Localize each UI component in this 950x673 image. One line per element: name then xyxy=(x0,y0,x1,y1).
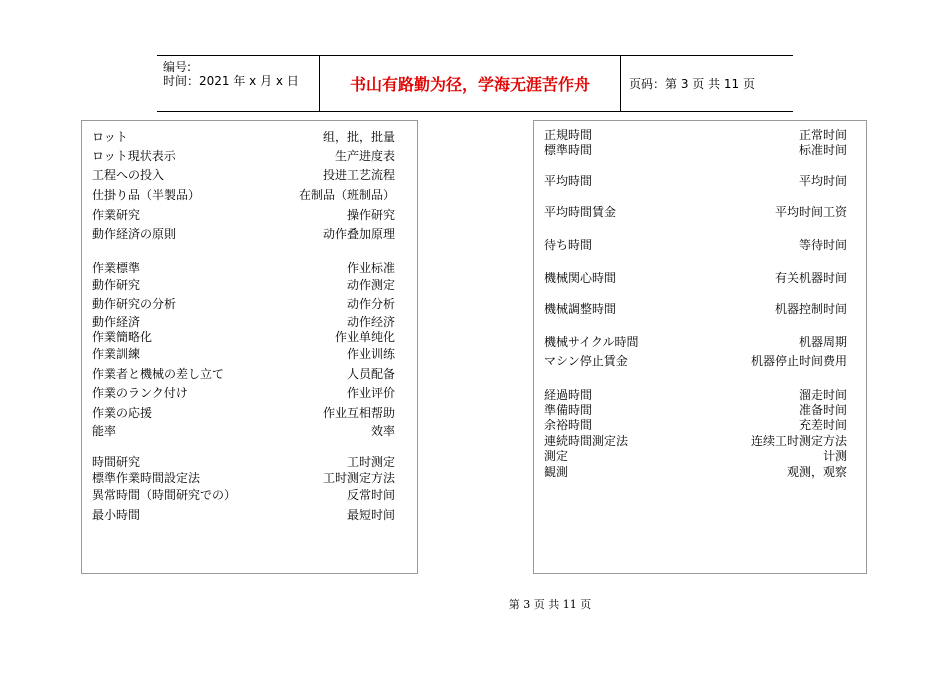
term-cn: 组，批，批量 xyxy=(322,130,395,144)
term-jp: 作業研究 xyxy=(92,208,141,222)
term-jp: 準備時間 xyxy=(544,403,593,417)
term-row xyxy=(82,260,417,276)
term-cn: 动作叠加原理 xyxy=(322,227,395,241)
term-row xyxy=(82,167,417,183)
term-jp: 経過時間 xyxy=(544,388,593,402)
term-row xyxy=(534,402,866,418)
term-cn: 机器停止时间费用 xyxy=(750,354,847,368)
term-row xyxy=(534,301,866,317)
term-cn: 人员配备 xyxy=(346,367,395,381)
term-jp: 平均時間賃金 xyxy=(544,205,617,219)
term-jp: 測定 xyxy=(544,449,569,463)
term-cn: 有关机器时间 xyxy=(774,271,847,285)
term-cn: 投进工艺流程 xyxy=(322,168,395,182)
term-cn: 溜走时间 xyxy=(798,388,847,402)
term-cn: 作业训练 xyxy=(346,347,395,361)
term-row xyxy=(82,129,417,145)
term-cn: 充差时间 xyxy=(798,418,847,432)
term-cn: 作业单纯化 xyxy=(334,330,395,344)
term-cn: 观测，观察 xyxy=(786,465,847,479)
footer-page-number: 第 3 页 共 11 页 xyxy=(508,598,592,611)
term-jp: マシン停止賃金 xyxy=(544,354,628,368)
term-cn: 反常时间 xyxy=(346,488,395,502)
term-jp: 時間研究 xyxy=(92,455,141,469)
term-row xyxy=(534,334,866,350)
term-row xyxy=(534,448,866,464)
term-row xyxy=(534,237,866,253)
term-jp: 機械サイクル時間 xyxy=(544,335,639,349)
term-jp: 動作研究 xyxy=(92,278,141,292)
header-meta xyxy=(157,56,320,111)
term-jp: 工程への投入 xyxy=(92,168,165,182)
term-jp: 連続時間測定法 xyxy=(544,434,629,448)
term-jp: 標準作業時間設定法 xyxy=(92,471,201,485)
term-jp: 平均時間 xyxy=(544,174,593,188)
term-cn: 在制品（班制品） xyxy=(298,188,395,202)
term-row xyxy=(534,353,866,369)
term-row xyxy=(82,366,417,382)
term-cn: 连续工时测定方法 xyxy=(750,434,847,448)
term-cn: 作业互相帮助 xyxy=(322,406,395,420)
term-row xyxy=(82,187,417,203)
term-jp: 待ち時間 xyxy=(544,238,593,252)
term-jp: ロット現状表示 xyxy=(92,149,176,163)
term-row xyxy=(82,405,417,421)
term-row xyxy=(82,207,417,223)
term-jp: 異常時間（時間研究での） xyxy=(92,488,237,502)
term-cn: 平均时间 xyxy=(798,174,847,188)
term-cn: 平均时间工资 xyxy=(774,205,847,219)
header-motto: 书山有路勤为径，学海无涯苦作舟 xyxy=(320,56,621,111)
term-row xyxy=(82,487,417,503)
term-jp: 仕掛り品（半製品） xyxy=(92,188,201,202)
term-jp: 動作経済の原則 xyxy=(92,227,177,241)
header-page-info: 页码：第 3 页 共 11 页 xyxy=(629,77,755,91)
term-cn: 机器控制时间 xyxy=(774,302,847,316)
term-jp: 作業者と機械の差し立て xyxy=(92,367,225,381)
term-cn: 动作经济 xyxy=(346,315,395,329)
term-jp: 正規時間 xyxy=(544,128,593,142)
term-row xyxy=(534,142,866,158)
term-row xyxy=(534,204,866,220)
term-row xyxy=(82,385,417,401)
term-cn: 效率 xyxy=(370,424,395,438)
term-jp: 作業のランク付け xyxy=(92,386,188,400)
term-cn: 操作研究 xyxy=(346,208,395,222)
term-row xyxy=(82,277,417,293)
time-label: 时间：2021 年 x 月 x 日 xyxy=(163,74,299,88)
term-cn: 生产进度表 xyxy=(334,149,395,163)
term-cn: 标准时间 xyxy=(798,143,847,157)
term-cn: 机器周期 xyxy=(798,335,847,349)
term-row xyxy=(534,270,866,286)
term-jp: 作業訓練 xyxy=(92,347,141,361)
term-row xyxy=(82,423,417,439)
term-jp: 作業簡略化 xyxy=(92,330,153,344)
term-jp: 標準時間 xyxy=(544,143,593,157)
term-cn: 工时测定 xyxy=(346,455,395,469)
term-row xyxy=(82,346,417,362)
term-row xyxy=(534,433,866,449)
page-footer xyxy=(0,596,950,612)
term-cn: 计测 xyxy=(822,449,847,463)
term-row xyxy=(82,470,417,486)
term-row xyxy=(534,173,866,189)
term-cn: 准备时间 xyxy=(798,403,847,417)
term-jp: 動作経済 xyxy=(92,315,141,329)
term-row xyxy=(534,127,866,143)
term-jp: 作業の応援 xyxy=(92,406,153,420)
term-cn: 作业标准 xyxy=(346,261,395,275)
term-jp: 作業標準 xyxy=(92,261,141,275)
term-jp: 余裕時間 xyxy=(544,418,593,432)
term-row xyxy=(82,329,417,345)
term-row xyxy=(534,387,866,403)
number-label: 编号: xyxy=(163,60,192,74)
term-cn: 最短时间 xyxy=(346,508,395,522)
left-term-panel xyxy=(81,120,418,574)
term-jp: 最小時間 xyxy=(92,508,141,522)
term-jp: 動作研究の分析 xyxy=(92,297,177,311)
term-cn: 等待时间 xyxy=(798,238,847,252)
page-header xyxy=(157,55,793,112)
term-cn: 动作分析 xyxy=(346,297,395,311)
term-cn: 工时测定方法 xyxy=(322,471,395,485)
term-row xyxy=(82,507,417,523)
term-row xyxy=(82,148,417,164)
term-cn: 作业评价 xyxy=(346,386,395,400)
term-row xyxy=(534,417,866,433)
term-jp: 観測 xyxy=(544,465,569,479)
term-row xyxy=(82,314,417,330)
term-jp: 機械調整時間 xyxy=(544,302,617,316)
right-term-panel xyxy=(533,120,867,574)
term-jp: 能率 xyxy=(92,424,117,438)
term-cn: 正常时间 xyxy=(798,128,847,142)
term-jp: ロット xyxy=(92,130,128,144)
term-row xyxy=(534,464,866,480)
term-cn: 动作测定 xyxy=(346,278,395,292)
term-row xyxy=(82,454,417,470)
term-jp: 機械関心時間 xyxy=(544,271,617,285)
term-row xyxy=(82,226,417,242)
term-row xyxy=(82,296,417,312)
